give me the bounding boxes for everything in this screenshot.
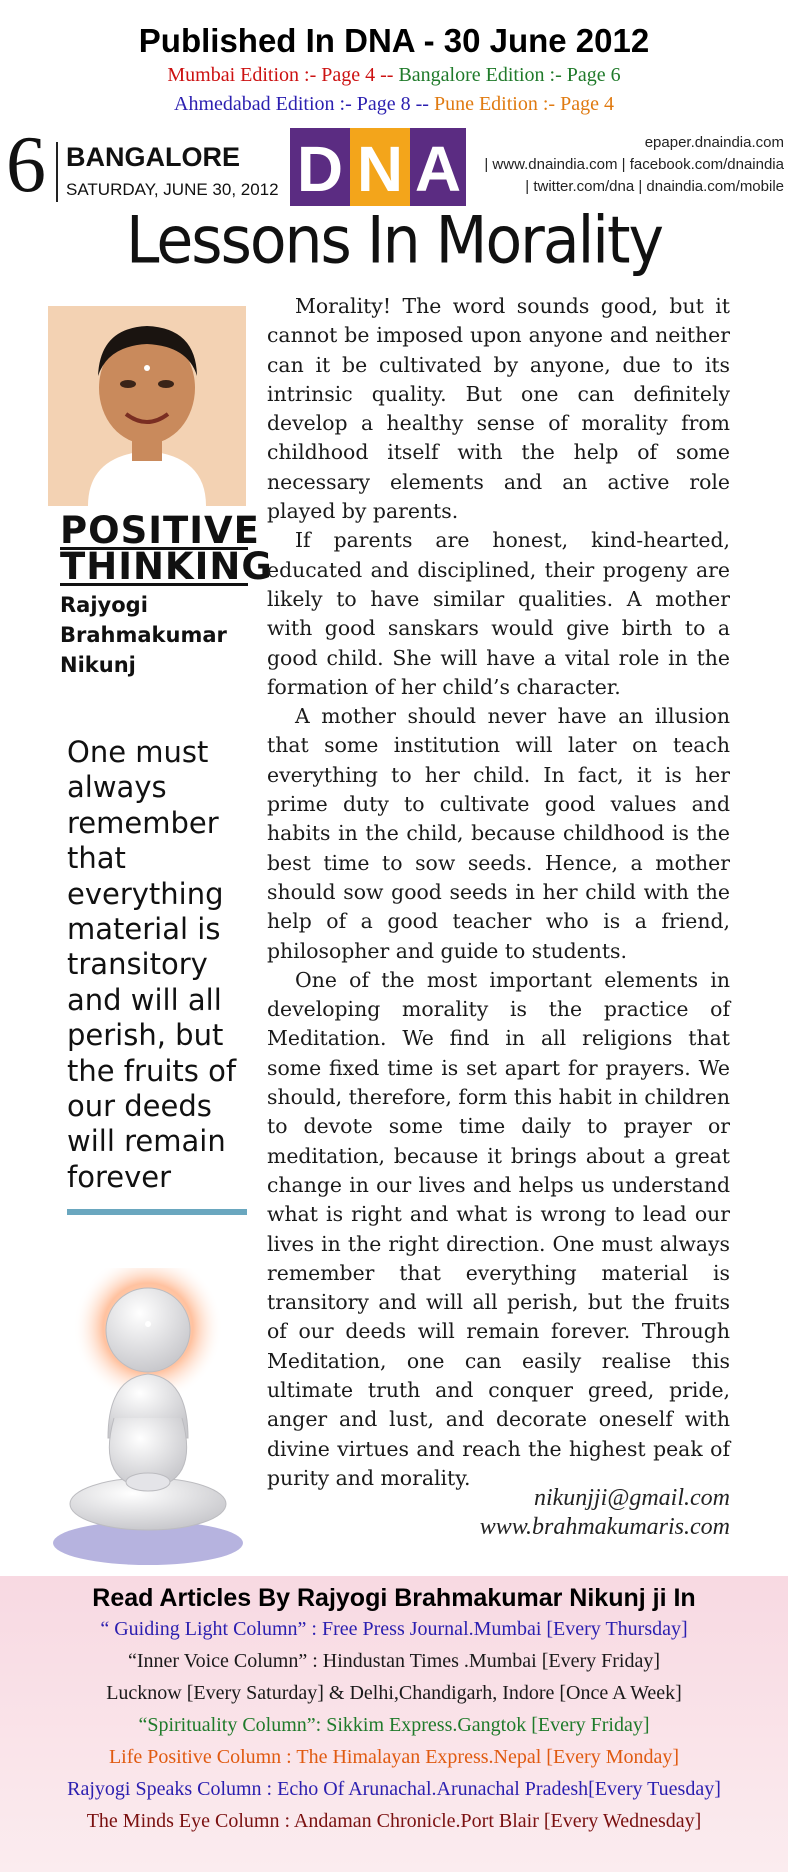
author-line-2: Brahmakumar xyxy=(60,623,227,647)
epaper-link: epaper.dnaindia.com xyxy=(644,134,784,151)
issue-date: SATURDAY, JUNE 30, 2012 xyxy=(66,180,279,199)
author-line-1: Rajyogi xyxy=(60,593,148,617)
masthead-divider xyxy=(56,142,58,202)
logo-letter-a: A xyxy=(410,128,466,206)
footer-title: Read Articles By Rajyogi Brahmakumar Nikunj ji In xyxy=(92,1584,696,1612)
author-photo xyxy=(48,306,246,506)
pune-edition: Pune Edition :- Page 4 xyxy=(433,93,614,115)
footer-columns-list xyxy=(0,1576,788,1872)
footer-line: “Spirituality Column”: Sikkim Express.Gangtok [Every Friday] xyxy=(138,1714,650,1736)
article-headline: Lessons In Morality xyxy=(126,203,662,279)
meditating-figure-icon xyxy=(48,1268,248,1568)
footer-line: “ Guiding Light Column” : Free Press Journal.Mumbai [Every Thursday] xyxy=(100,1618,688,1640)
city-name: BANGALORE xyxy=(66,142,240,172)
page-number: 6 xyxy=(6,121,46,209)
pull-quote-rule xyxy=(67,1209,247,1215)
edition-line-1 xyxy=(0,64,788,87)
article-signoff xyxy=(480,1484,730,1542)
dna-logo xyxy=(290,128,466,206)
mumbai-edition: Mumbai Edition :- Page 4 -- xyxy=(167,64,394,86)
footer-line: Rajyogi Speaks Column : Echo Of Arunachal.Arunachal Pradesh[Every Tuesday] xyxy=(67,1778,721,1800)
article-paragraph-2: If parents are honest, kind-hearted, educated and disciplined, their progeny are likely to have similar qualities. A mother with good sanskars would give birth to a good child. She will have a vital role in the formation of her child’s character. xyxy=(267,528,730,699)
web-links: | www.dnaindia.com | facebook.com/dnaindia xyxy=(484,156,784,173)
footer-line: “Inner Voice Column” : Hindustan Times .Mumbai [Every Friday] xyxy=(128,1650,660,1672)
logo-letter-d: D xyxy=(290,128,350,206)
author-email[interactable]: nikunjji@gmail.com xyxy=(533,1485,730,1511)
footer-line: The Minds Eye Column : Andaman Chronicle.Port Blair [Every Wednesday] xyxy=(86,1810,702,1832)
footer-line: Lucknow [Every Saturday] & Delhi,Chandigarh, Indore [Once A Week] xyxy=(106,1682,682,1704)
logo-letter-n: N xyxy=(350,128,410,206)
column-title xyxy=(60,509,273,588)
social-links: | twitter.com/dna | dnaindia.com/mobile xyxy=(525,178,784,195)
author-website[interactable]: www.brahmakumaris.com xyxy=(479,1514,730,1540)
article-paragraph-4: One of the most important elements in developing morality is the practice of Meditation. We find in all religions that some fixed time is set apart for prayers. We should, therefore, form this habit in children to devote some time daily to prayer or meditation, because it brings about a great change in our lives and helps us understand what is right and what is wrong to lead our lives in the right direction. One must always remember that everything material is transitory and will all perish, but the fruits of our deeds will remain forever. Through Meditation, one can easily realise this ultimate truth and conquer greed, pride, anger and lust, and decorate oneself with divine virtues and reach the highest peak of purity and morality. xyxy=(267,967,730,1490)
publication-title: Published In DNA - 30 June 2012 xyxy=(138,22,650,59)
article-paragraph-1: Morality! The word sounds good, but it cannot be imposed upon anyone and neither can it be cultivated by anyone, due to its intrinsic quality. But one can definitely develop a healthy sense of morality from childhood itself with the help of some necessary elements and an active role played by parents. xyxy=(267,294,730,524)
author-line-3: Nikunj xyxy=(60,653,136,677)
column-title-thinking: THINKING xyxy=(60,545,273,588)
portrait-illustration xyxy=(48,306,246,506)
author-byline xyxy=(60,590,227,680)
column-title-positive: POSITIVE xyxy=(60,509,260,552)
pull-quote: One must always remember that everything material is transitory and will all perish, but the fruits of our deeds will remain forever xyxy=(67,735,237,1194)
masthead-links xyxy=(484,132,784,198)
masthead xyxy=(0,121,788,210)
meditation-illustration xyxy=(48,1268,248,1568)
ahmedabad-edition: Ahmedabad Edition :- Page 8 -- xyxy=(174,93,429,115)
article-paragraph-3: A mother should never have an illusion that some institution will later on teach everything to her child. In fact, it is her prime duty to cultivate good values and habits in the child, because childhood is the best time to sow seeds. Hence, a mother should sow good seeds in her child with the help of a good teacher who is a friend, philosopher and guide to students. xyxy=(267,704,730,963)
footer-line: Life Positive Column : The Himalayan Express.Nepal [Every Monday] xyxy=(108,1746,680,1768)
bangalore-edition: Bangalore Edition :- Page 6 xyxy=(398,64,621,86)
article-body xyxy=(267,292,730,1493)
edition-line-2 xyxy=(0,93,788,116)
